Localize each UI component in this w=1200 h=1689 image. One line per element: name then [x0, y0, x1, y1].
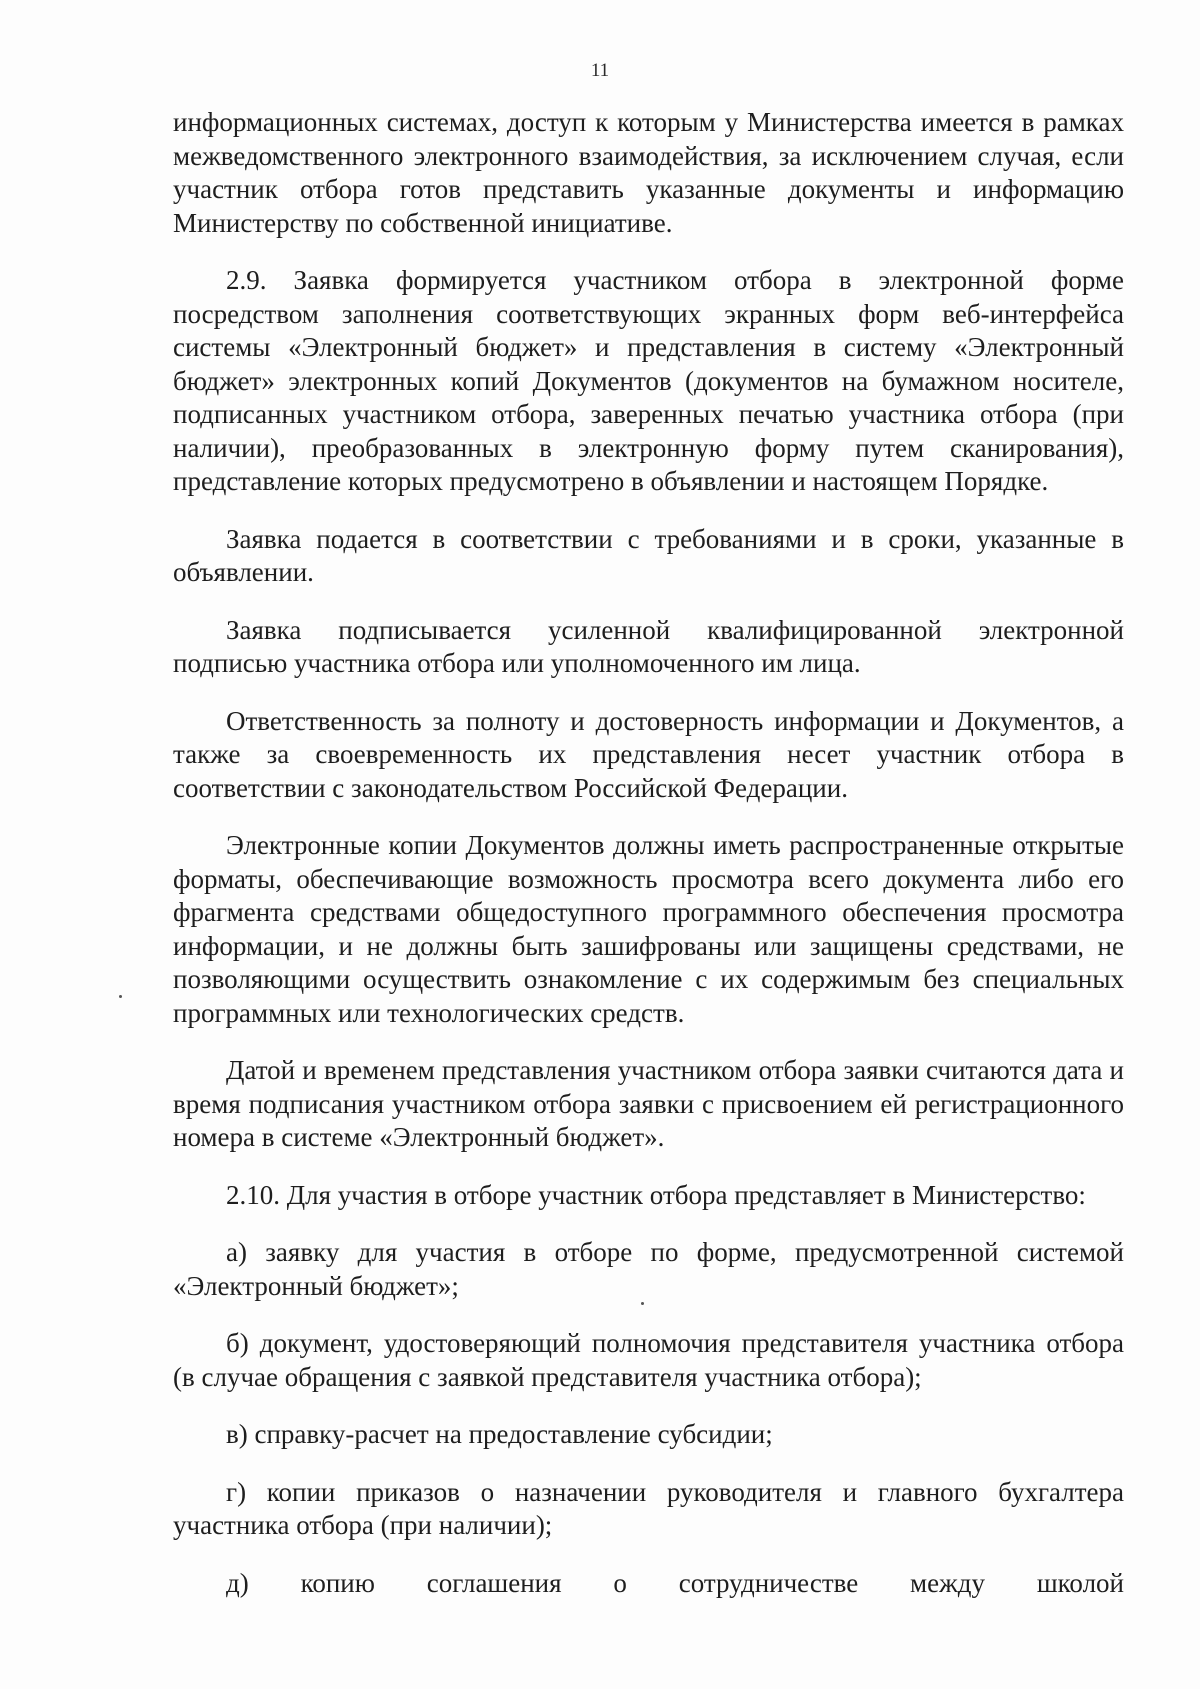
paragraph-submission-terms: Заявка подается в соответствии с требованиями и в сроки, указанные в объявлении. — [173, 523, 1124, 587]
list-item-a: а) заявку для участия в отборе по форме, предусмотренной системой «Электронный бюджет»; — [173, 1237, 1124, 1301]
paragraph-2-10: 2.10. Для участия в отборе участник отбора представляет в Министерство: — [226, 1179, 1086, 1210]
document-body — [173, 106, 1124, 1600]
list-item-g: г) копии приказов о назначении руководителя и главного бухгалтера участника отбора (при наличии); — [173, 1476, 1124, 1540]
paragraph-2-9: 2.9. Заявка формируется участником отбора в электронной форме посредством заполнения соответствующих экранных форм веб-интерфейса системы «Электронный бюджет» и представления в систему «Электронный бюджет» электронных копий Документов (документов на бумажном носителе, подписанных участником отбора, заверенных печатью участника отбора (при наличии), преобразованных в электронную форму путем сканирования), представление которых предусмотрено в объявлении и настоящем Порядке. — [173, 265, 1124, 496]
paragraph-submission-date: Датой и временем представления участником отбора заявки считаются дата и время подписания участником отбора заявки с присвоением ей регистрационного номера в системе «Электронный бюджет». — [173, 1055, 1124, 1152]
list-item-b: б) документ, удостоверяющий полномочия представителя участника отбора (в случае обращения с заявкой представителя участника отбора); — [173, 1328, 1124, 1392]
list-item-v: в) справку-расчет на предоставление субсидии; — [226, 1419, 773, 1449]
list-item-d: д) копию соглашения о сотрудничестве между школой — [226, 1567, 1124, 1598]
paragraph-signature: Заявка подписывается усиленной квалифицированной электронной подписью участника отбора или уполномоченного им лица. — [173, 614, 1124, 678]
paragraph-responsibility: Ответственность за полноту и достоверность информации и Документов, а также за своевременность их представления несет участник отбора в соответствии с законодательством Российской Федерации. — [173, 705, 1124, 803]
scan-speck — [641, 1302, 644, 1305]
scan-speck — [119, 995, 122, 998]
paragraph-continuation: информационных системах, доступ к которым у Министерства имеется в рамках межведомственного электронного взаимодействия, за исключением случая, если участник отбора готов представить указанные документы и информацию Министерству по собственной инициативе. — [173, 107, 1124, 238]
paragraph-file-formats: Электронные копии Документов должны иметь распространенные открытые форматы, обеспечивающие возможность просмотра всего документа либо его фрагмента средствами общедоступного программного обеспечения просмотра информации, и не должны быть зашифрованы или защищены средствами, не позволяющими осуществить ознакомление с их содержимым без специальных программных или технологических средств. — [173, 830, 1124, 1028]
page-number: 11 — [590, 60, 610, 81]
